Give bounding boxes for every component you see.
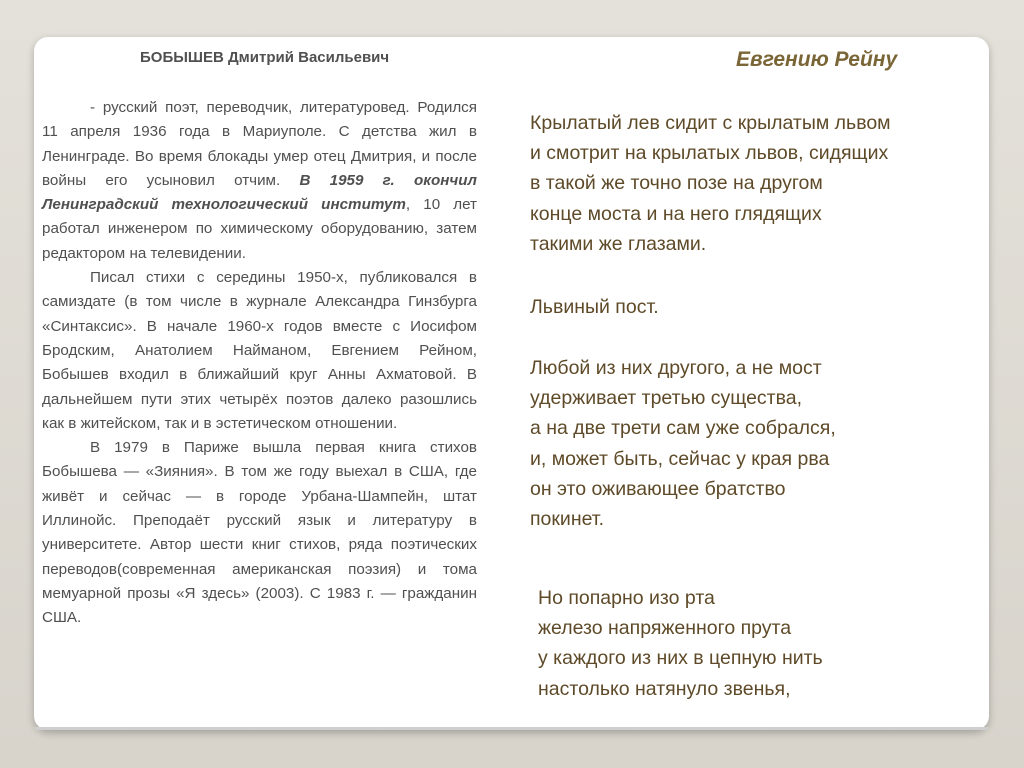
poem-title: Евгению Рейну: [736, 48, 898, 71]
bio-title: БОБЫШЕВ Дмитрий Васильевич: [140, 49, 390, 66]
poem-stanza-2: [530, 292, 659, 322]
poem-stanza-4: [538, 583, 823, 704]
bio-paragraph-2: Писал стихи с середины 1950-х, публиковался в самиздате (в том числе в журнале Александра Гинзбурга «Синтаксис». В начале 1960-х годов вместе с Иосифом Бродским, Анатолием Найманом, Евгением Рейном, Бобышев входил в ближайший круг Анны Ахматовой. В дальнейшем пути этих четырёх поэтов далеко разошлись как в житейском, так и в эстетическом отношении.: [42, 269, 477, 432]
poem-line: Львиный пост.: [530, 296, 659, 318]
poem-line: а на две трети сам уже собрался,: [530, 417, 836, 440]
poem-line: конце моста и на него глядящих: [530, 202, 822, 225]
poem-line: покинет.: [530, 507, 604, 530]
bio-paragraph-3: В 1979 в Париже вышла первая книга стихов Бобышева — «Зияния». В том же году выехал в США, где живёт и сейчас — в городе Урбана-Шампейн, штат Иллинойс. Преподаёт русский язык и литературу в университете. Автор шести книг стихов, ряда поэтических переводов(современная американская поэзия) и тома мемуарной прозы «Я здесь» (2003). С 1983 г. — гражданин США.: [42, 439, 477, 627]
poem-line: Крылатый лев сидит с крылатым львом: [530, 112, 891, 134]
poem-line: Любой из них другого, а не мост: [530, 357, 822, 379]
bio-paragraph-1: - русский поэт, переводчик, литературовед. Родился 11 апреля 1936 года в Мариуполе. С детства жил в Ленинграде. Во время блокады умер отец Дмитрия, и после войны его усыновил отчим. В 1959 г. окончил Ленинградский технологический институт, 10 лет работал инженером по химическому оборудованию, затем редактором на телевидении.: [42, 99, 477, 262]
poem-line: и смотрит на крылатых львов, сидящих: [530, 142, 889, 165]
bio-emphasis: В 1959 г. окончил Ленинградский технологический институт: [42, 171, 477, 214]
poem-line: он это оживающее братство: [530, 477, 786, 500]
poem-line: и, может быть, сейчас у края рва: [530, 447, 830, 470]
poem-line: у каждого из них в цепную нить: [538, 647, 823, 670]
poem-stanza-3: [530, 353, 836, 534]
poem-line: в такой же точно позе на другом: [530, 172, 823, 195]
poem-line: железо напряженного прута: [538, 617, 792, 640]
poem-line: удерживает третью существа,: [530, 387, 803, 410]
biography-text: [42, 96, 477, 631]
poem-line: такими же глазами.: [530, 232, 707, 255]
poem-line: настолько натянуло звенья,: [538, 677, 791, 700]
poem-stanza-1: [530, 108, 891, 259]
poem-line: Но попарно изо рта: [538, 587, 715, 609]
